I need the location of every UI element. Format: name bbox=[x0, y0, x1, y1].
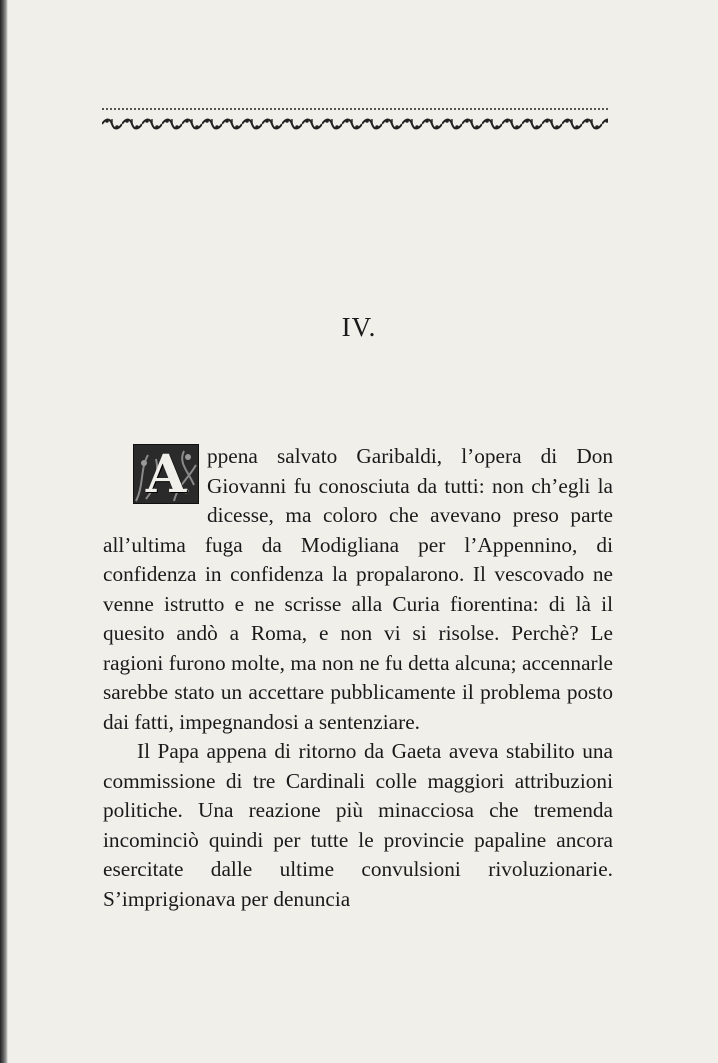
paragraph-1-text: ppena salvato Garibaldi, l’opera di Don Giovanni fu conosciuta da tutti: non ch’egli la dicesse, ma coloro che avevano preso parte all’ultima fuga da Modigliana per l’Appennino, di confidenza in confidenza la propalarono. Il vescovado ne venne istrutto e ne scrisse alla Curia fiorentina: di là il quesito andò a Roma, e non vi si risolse. Perchè? Le ragioni furono molte, ma non ne fu detta alcuna; accennarle sarebbe stato un accettare pubblicamente il problema posto dai fatti, impegnandosi a sentenziare. bbox=[103, 444, 613, 734]
body-text bbox=[103, 442, 613, 914]
page-binding-edge bbox=[0, 0, 8, 1063]
dotted-rule bbox=[102, 108, 608, 110]
paragraph-1 bbox=[103, 442, 613, 737]
chapter-number: IV. bbox=[341, 312, 377, 342]
vine-ornament-icon bbox=[102, 108, 608, 134]
dropcap-letter: A bbox=[145, 444, 187, 504]
dropcap-ornament-icon bbox=[133, 444, 199, 504]
paragraph-2: Il Papa appena di ritorno da Gaeta aveva stabilito una commissione di tre Cardinali colle maggiori attribuzioni politiche. Una reazione più minacciosa che tremenda incominciò quindi per tutte le provincie papaline ancora esercitate dalle ultime convulsioni rivoluzionarie. S’imprigionava per denuncia bbox=[103, 739, 613, 911]
ornament-band bbox=[102, 116, 608, 132]
